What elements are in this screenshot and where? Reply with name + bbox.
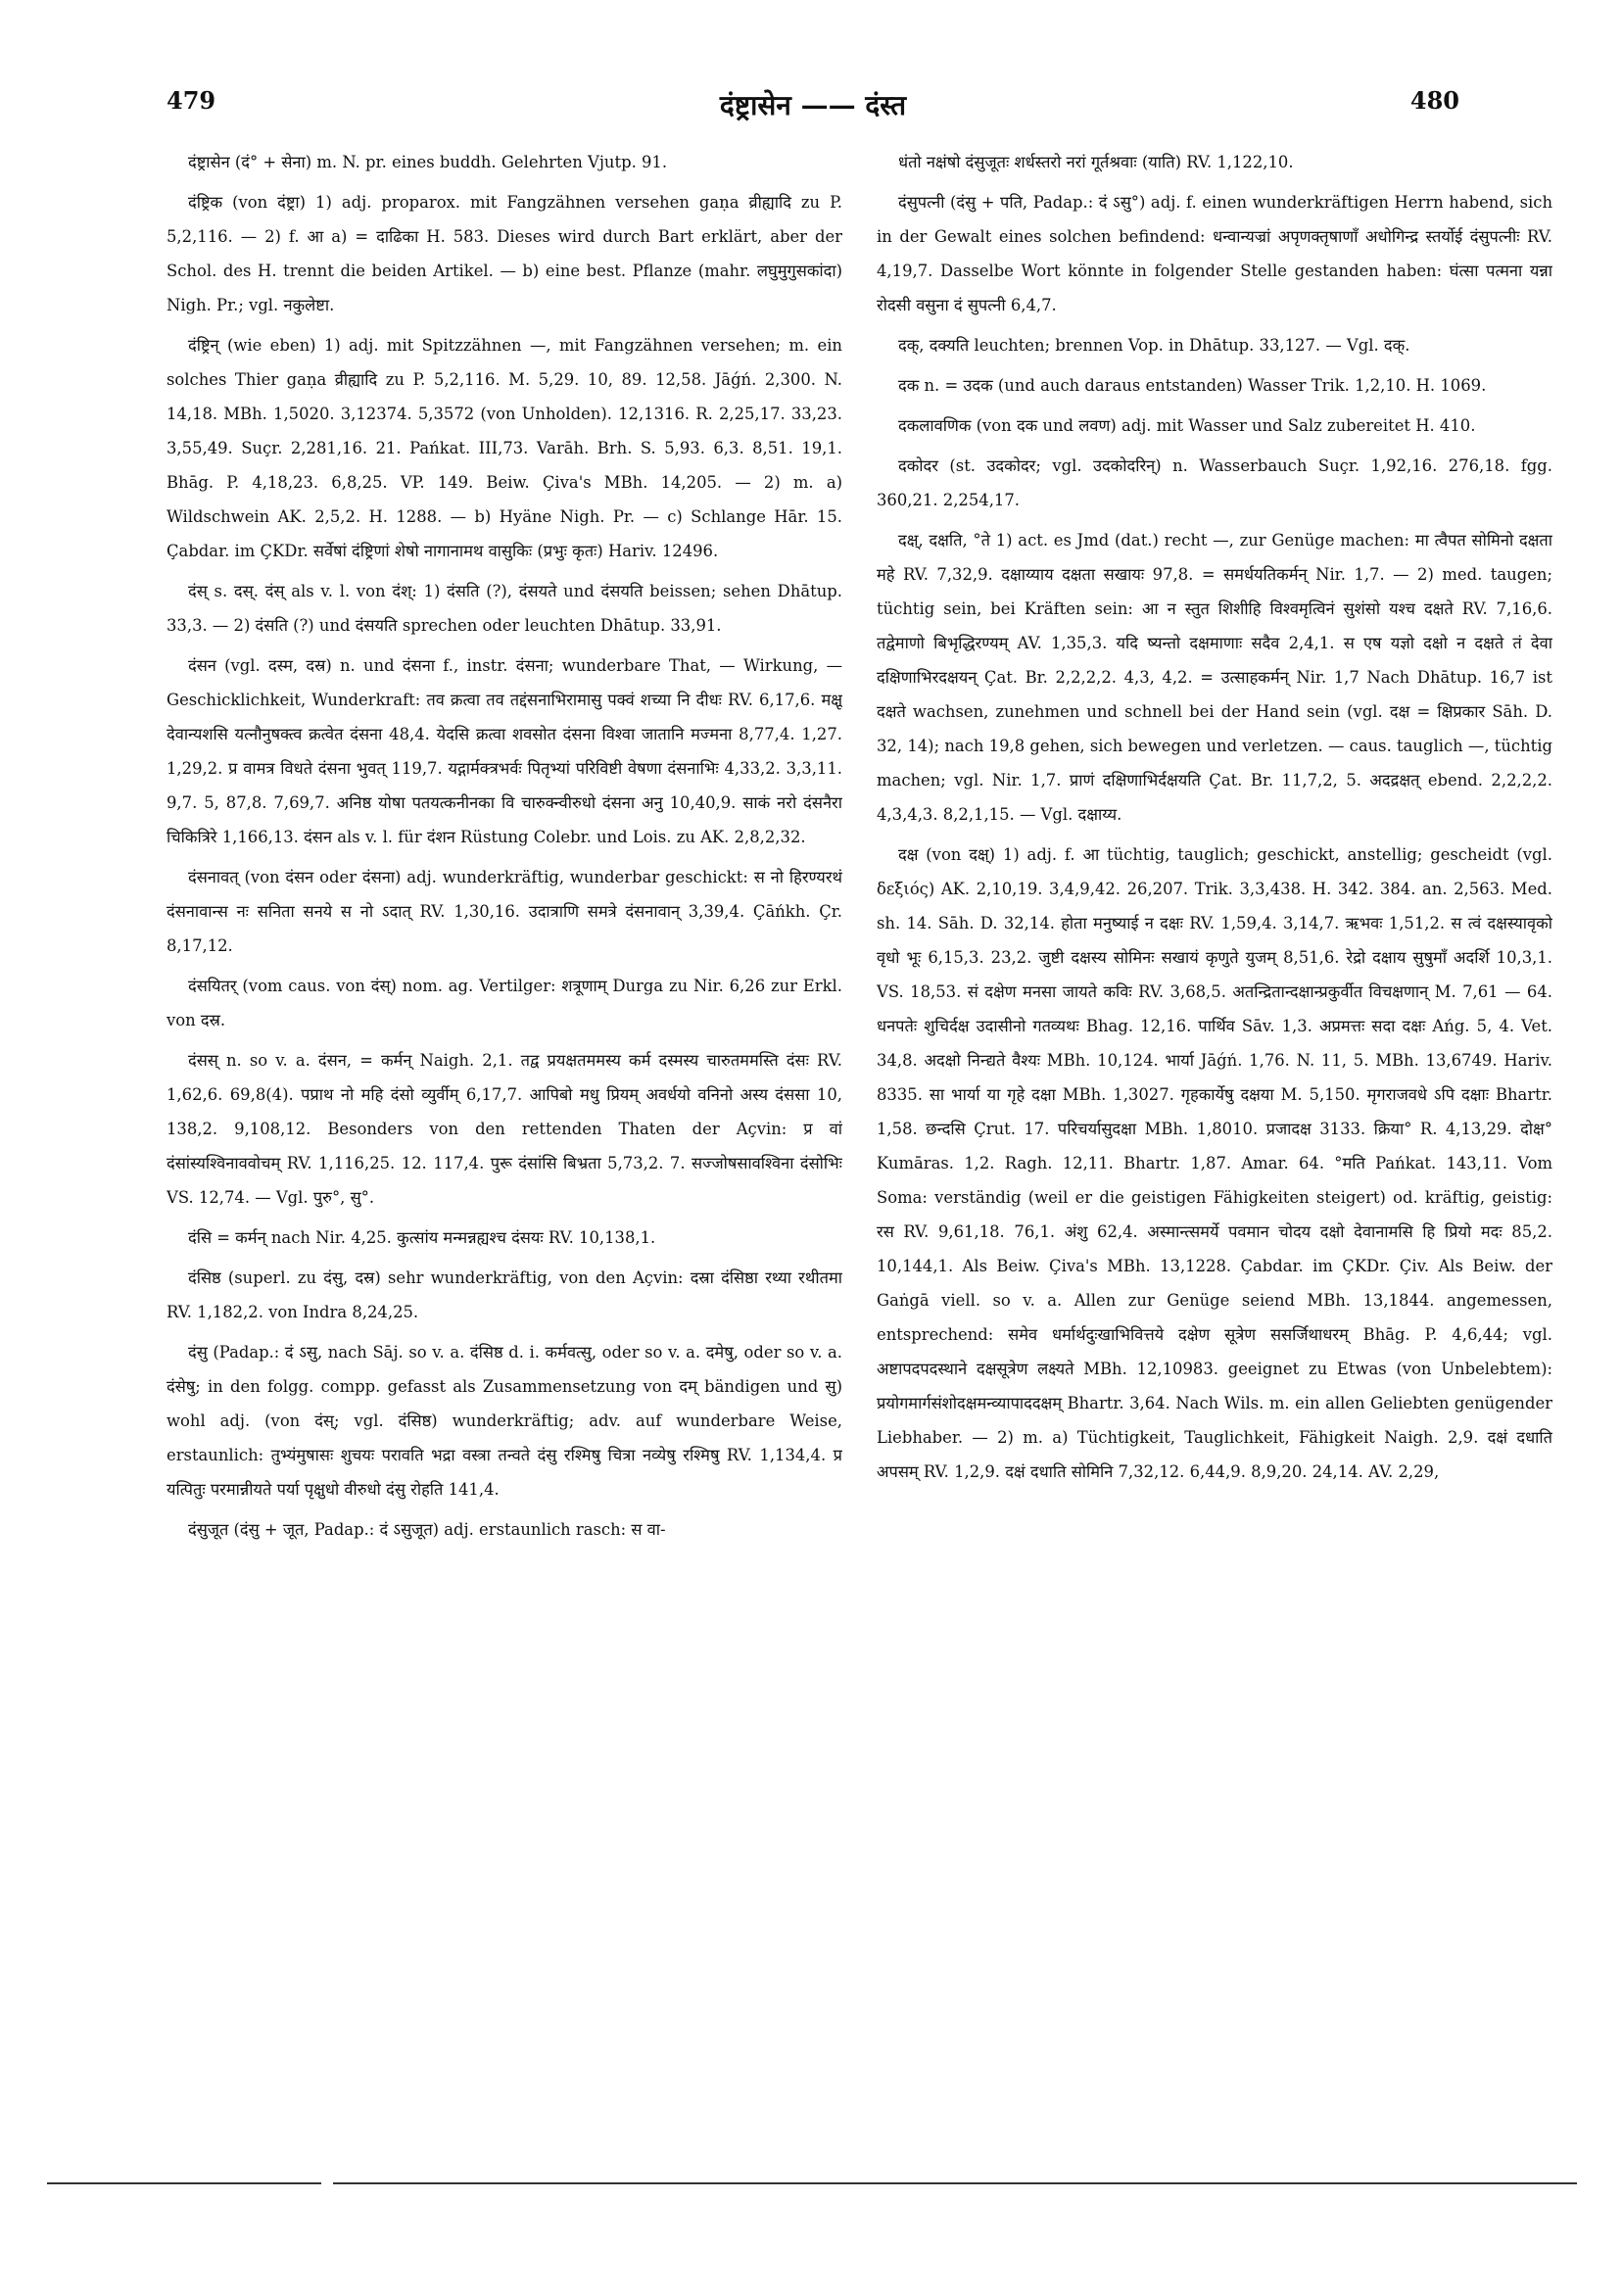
entry: दंसस् n. so v. a. दंसन, = कर्मन् Naigh. 2,1. तद्व प्रयक्षतममस्य कर्म दस्मस्य चारुतममस्ति दंसः RV. 1,62,6. 69,8(4). पप्राथ नो महि दंसो व्युर्वीम् 6,17,7. आपिबो मधु प्रियम् अवर्धयो वनिनो अस्य दंससा 10, 138,2. 9,108,12. Besonders von den rettenden Thaten der Açvin: प्र वां दंसांस्यश्विनाववोचम् RV. 1,116,25. 12. 117,4. पुरू दंसांसि बिभ्रता 5,73,2. 7. सज्जोषसावश्विना दंसोभिः VS. 12,74. — Vgl. पुरु°, सु°. — [167, 1051, 842, 1207]
entry: दंसि = कर्मन् nach Nir. 4,25. कुत्सांय मन्मन्नह्यश्च दंसयः RV. 10,138,1. — [188, 1228, 656, 1247]
page-number-right: 480 — [1409, 86, 1459, 115]
entry: दंसनावत् (von दंसन oder दंसना) adj. wunderkräftig, wunderbar geschickt: स नो हिरण्यरथं दंसनावान्स नः सनिता सनये स नो ऽदात् RV. 1,30,16. उदात्राणि समत्रे दंसनावान् 3,39,4. Çāńkh. Çr. 8,17,12. — [167, 868, 842, 955]
entry: दंसन (vgl. दस्म, दस्र) n. und दंसना f., instr. दंसना; wunderbare That, — Wirkung, — Geschicklichkeit, Wunderkraft: तव क्रत्वा तव तद्दंसनाभिरामासु पक्वं शच्या नि दीधः RV. 6,17,6. मक्षू देवान्यशसि यत्नौनुषक्त्व क्रत्वेत दंसना 48,4. येदसि क्रत्वा शवसोत दंसना विश्वा जातानि मज्मना 8,77,4. 1,27. 1,29,2. प्र वामत्र विधते दंसना भुवत् 119,7. यद्गार्मक्त्रभर्वः पितृभ्यां परिविष्टी वेषणा दंसनाभिः 4,33,2. 3,3,11. 9,7. 5, 87,8. 7,69,7. अनिष्ठ योषा पतयत्कनीनका वि चारुक्न्वीरुधो दंसना अनु 10,40,9. साकं नरो दंसनैरा चिकित्रिरे 1,166,13. दंसन als v. l. für दंशन Rüstung Colebr. und Lois. zu AK. 2,8,2,32. — [167, 656, 842, 846]
entry: दंसयितर् (vom caus. von दंस्) nom. ag. Vertilger: शत्रूणाम् Durga zu Nir. 6,26 zur Erkl. von दस्र. — [167, 977, 842, 1029]
entry: दक्ष्, दक्षति, °ते 1) act. es Jmd (dat.) recht —, zur Genüge machen: मा त्वैपत सोमिनो दक्षता महे RV. 7,32,9. दक्षाय्याय दक्षता सखायः 97,8. = समर्धयतिकर्मन् Nir. 1,7. — 2) med. taugen; tüchtig sein, bei Kräften sein: आ न स्तुत शिशीहि विश्वमृत्विनं सुशंसो यश्च दक्षते RV. 7,16,6. तद्वेमाणो बिभृद्धिरण्यम् AV. 1,35,3. यदि ष्यन्तो दक्षमाणाः सदैव 2,4,1. स एष यज्ञो दक्षो न दक्षते तं देवा दक्षिणाभिरदक्षयन् Çat. Br. 2,2,2,2. 4,3, 4,2. = उत्साहकर्मन् Nir. 1,7 Nach Dhātup. 16,7 ist दक्षते wachsen, zunehmen und schnell bei der Hand sein (vgl. दक्ष = क्षिप्रकार Sāh. D. 32, 14); nach 19,8 gehen, sich bewegen und verletzen. — caus. tauglich —, tüchtig machen; vgl. Nir. 1,7. प्राणं दक्षिणाभिर्दक्षयति Çat. Br. 11,7,2, 5. अदद्रक्षत् ebend. 2,2,2,2. 4,3,4,3. 8,2,1,15. — Vgl. दक्षाय्य. — [877, 531, 1552, 824]
entry: दंष्ट्रिक (von दंष्ट्रा) 1) adj. proparox. mit Fangzähnen versehen gaṇa व्रीह्यादि zu P. 5,2,116. — 2) f. आ a) = दाढिका H. 583. Dieses wird durch Bart erklärt, aber der Schol. des H. trennt die beiden Artikel. — b) eine best. Pflanze (mahr. लघुमुगुसकांदा) Nigh. Pr.; vgl. नकुलेष्टा. — [167, 193, 842, 314]
right-column — [877, 145, 1552, 2045]
entry: दंसिष्ठ (superl. zu दंसु, दस्र) sehr wunderkräftig, von den Açvin: दस्रा दंसिष्ठा रथ्या रथीतमा RV. 1,182,2. von Indra 8,24,25. — [167, 1268, 842, 1321]
footer-rule-right — [333, 2182, 1577, 2184]
entry: दक n. = उदक (und auch daraus entstanden) Wasser Trik. 1,2,10. H. 1069. — [898, 376, 1487, 395]
entry: दंष्ट्रिन् (wie eben) 1) adj. mit Spitzzähnen —, mit Fangzähnen versehen; m. ein solches Thier gaṇa व्रीह्यादि zu P. 5,2,116. M. 5,29. 10, 89. 12,58. Jāǵń. 2,300. N. 14,18. MBh. 1,5020. 3,12374. 5,3572 (von Unholden). 12,1316. R. 2,25,17. 33,23. 3,55,49. Suçr. 2,281,16. 21. Pańkat. III,73. Varāh. Brh. S. 5,93. 6,3. 8,51. 19,1. Bhāg. P. 4,18,23. 6,8,25. VP. 149. Beiw. Çiva's MBh. 14,205. — 2) m. a) Wildschwein AK. 2,5,2. H. 1288. — b) Hyäne Nigh. Pr. — c) Schlange Hār. 15. Çabdar. im ÇKDr. सर्वेषां दंष्ट्रिणां शेषो नागानामथ वासुकिः (प्रभुः कृतः) Hariv. 12496. — [167, 336, 842, 560]
footer-rule-left — [47, 2182, 321, 2184]
running-head: दंष्ट्रासेन —— दंस्त — [719, 89, 907, 121]
entry: दंसुपत्नी (दंसु + पति, Padap.: दं ऽसु°) adj. f. einen wunderkräftigen Herrn habend, sich in der Gewalt eines solchen befindend: धन्वान्यज्रां अपृणक्तृषाणाँ अधोगिन्द्र स्तर्योई दंसुपत्नीः RV. 4,19,7. Dasselbe Wort könnte in folgender Stelle gestanden haben: घंत्सा पत्मना यन्ना रोदसी वसुना दं सुपत्नी 6,4,7. — [877, 193, 1552, 314]
entry: दंष्ट्रासेन (दं° + सेना) m. N. pr. eines buddh. Gelehrten Vjutp. 91. — [188, 153, 668, 171]
entry: दंसुजूत (दंसु + जूत, Padap.: दं ऽसुजूत) adj. erstaunlich rasch: स वा- — [188, 1520, 666, 1539]
page-number-left: 479 — [167, 86, 216, 115]
entry: दकलावणिक (von दक und लवण) adj. mit Wasser und Salz zubereitet H. 410. — [898, 416, 1476, 435]
left-column — [167, 145, 842, 2045]
entry: धंतो नक्षंषो दंसुजूतः शर्धस्तरो नरां गूर्तश्रवाः (याति) RV. 1,122,10. — [898, 153, 1294, 171]
entry: दकोदर (st. उदकोदर; vgl. उदकोदरिन्) n. Wasserbauch Suçr. 1,92,16. 276,18. fgg. 360,21. 2,254,17. — [877, 456, 1552, 509]
entry: दंसु (Padap.: दं ऽसु, nach Sāj. so v. a. दंसिष्ठ d. i. कर्मवत्सु, oder so v. a. दमेषु, oder so v. a. दंसेषु; in den folgg. compp. gefasst als Zusammensetzung von दम् bändigen und सु) wohl adj. (von दंस्; vgl. दंसिष्ठ) wunderkräftig; adv. auf wunderbare Weise, erstaunlich: तुभ्यंमुषासः शुचयः परावति भद्रा वस्त्रा तन्वते दंसु रश्मिषु चित्रा नव्येषु रश्मिषु RV. 1,134,4. प्र यत्पितुः परमान्नीयते पर्या पृक्षुधो वीरुधो दंसु रोहति 141,4. — [167, 1343, 842, 1499]
entry: दक्, दक्यति leuchten; brennen Vop. in Dhātup. 33,127. — Vgl. दक्. — [898, 336, 1410, 355]
entry: दक्ष (von दक्ष्) 1) adj. f. आ tüchtig, tauglich; geschickt, anstellig; gescheidt (vgl. δεξιός) AK. 2,10,19. 3,4,9,42. 26,207. Trik. 3,3,438. H. 342. 384. an. 2,563. Med. sh. 14. Sāh. D. 32,14. होता मनुष्याई न दक्षः RV. 1,59,4. 3,14,7. ऋभवः 1,51,2. स त्वं दक्षस्यावृको वृधो भूः 6,15,3. 23,2. जुष्टी दक्षस्य सोमिनः सखायं कृणुते युजम् 8,51,6. रेद्रो दक्षाय सुषुमाँ अदर्शि 10,3,1. VS. 18,53. सं दक्षेण मनसा जायते कविः RV. 3,68,5. अतन्द्रितान्दक्षान्प्रकुर्वीत विचक्षणान् M. 7,61 — 64. धनपतेः शुचिर्दक्ष उदासीनो गतव्यथः Bhag. 12,16. पार्थिव Sāv. 1,3. अप्रमत्तः सदा दक्षः Ańg. 5, 4. Vet. 34,8. अदक्षो निन्द्यते वैश्यः MBh. 10,124. भार्या Jāǵń. 1,76. N. 11, 5. MBh. 13,6749. Hariv. 8335. सा भार्या या गृहे दक्षा MBh. 1,3027. गृहकार्येषु दक्षया M. 5,150. मृगराजवधे ऽपि दक्षाः Bhartr. 1,58. छन्दसि Çrut. 17. परिचर्यासुदक्षा MBh. 1,8010. प्रजादक्ष 3133. क्रिया° R. 4,13,29. दोक्ष° Kumāras. 1,2. Ragh. 12,11. Bhartr. 1,87. Amar. 64. °मति Pańkat. 143,11. Vom Soma: verständig (weil er die geistigen Fähigkeiten steigert) od. kräftig, geistig: रस RV. 9,61,18. 76,1. अंशु 62,4. अस्मान्त्समर्ये पवमान चोदय दक्षो देवानामसि हि प्रियो मदः 85,2. 10,144,1. Als Beiw. Çiva's MBh. 13,1228. Çabdar. im ÇKDr. Çiv. Als Beiw. der Gaṅgā viell. so v. a. Allen zur Genüge seiend MBh. 13,1844. angemessen, entsprechend: समेव धर्मार्थदुःखाभिवित्तये दक्षेण सूत्रेण ससर्जिथाधरम् Bhāg. P. 4,6,44; vgl. अष्टापदपदस्थाने दक्षसूत्रेण लक्ष्यते MBh. 12,10983. geeignet zu Etwas (von Unbelebtem): प्रयोगमार्गसंशोदक्षमन्व्यापाददक्षम् Bhartr. 3,64. Nach Wils. m. ein allen Geliebten genügender Liebhaber. — 2) m. a) Tüchtigkeit, Tauglichkeit, Fähigkeit Naigh. 2,9. दक्षं दधाति अपसम् RV. 1,2,9. दक्षं दधाति सोमिनि 7,32,12. 6,44,9. 8,9,20. 24,14. AV. 2,29, — [877, 845, 1552, 1481]
entry: दंस् s. दस्. दंस् als v. l. von दंश्: 1) दंसति (?), दंसयते und दंसयति beissen; sehen Dhātup. 33,3. — 2) दंसति (?) und दंसयति sprechen oder leuchten Dhātup. 33,91. — [167, 582, 842, 635]
page-header — [167, 86, 1459, 135]
